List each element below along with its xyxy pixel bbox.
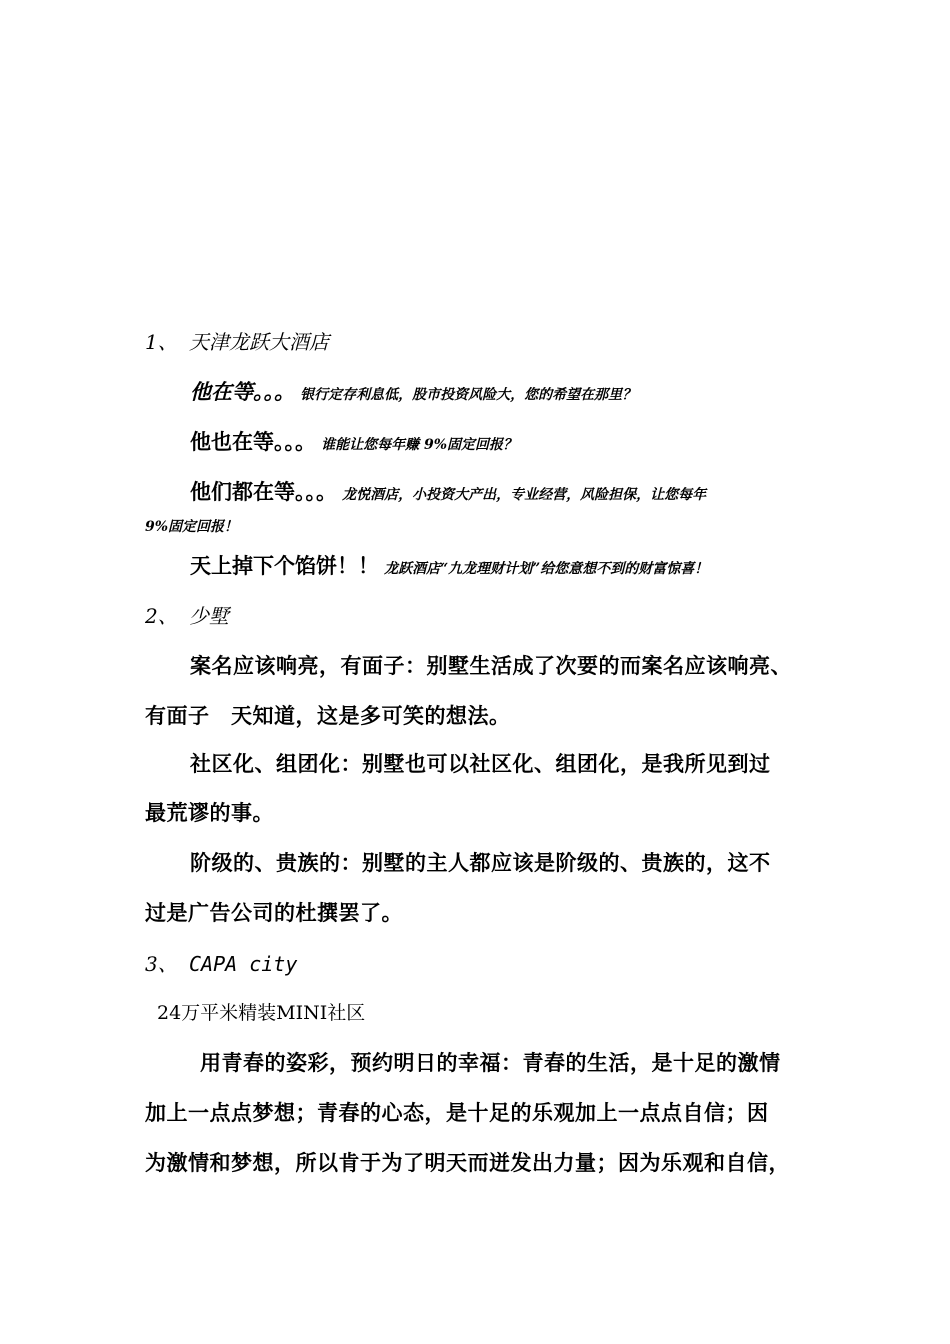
- note-text: 银行定存利息低，股市投资风险大，您的希望在那里？: [300, 387, 637, 403]
- s1-line-3: [190, 476, 706, 506]
- note-text: 龙悦酒店，小投资大产出，专业经营，风险担保，让您每年: [342, 487, 707, 503]
- section-number: 1、: [145, 330, 178, 354]
- s2-para-2-line-1: 社区化、组团化：别墅也可以社区化、组团化，是我所见到过: [190, 751, 771, 776]
- section-number: 3、: [145, 952, 178, 976]
- note-text: 谁能让您每年赚 9%固定回报？: [321, 437, 518, 453]
- section-title: 少墅: [189, 604, 229, 628]
- s1-line-2: [190, 426, 517, 456]
- s2-para-1-line-2: 有面子 天知道，这是多可笑的想法。: [145, 703, 511, 728]
- s1-line-1: [190, 376, 636, 406]
- s1-line-4: [190, 550, 708, 580]
- note-text: 龙跃酒店“九龙理财计划”给您意想不到的财富惊喜！: [384, 561, 709, 577]
- s3-subtitle: 24万平米精装MINI社区: [157, 1002, 366, 1024]
- s2-para-2-line-2: 最荒谬的事。: [145, 800, 274, 825]
- s3-para-line-1: 用青春的姿彩，预约明日的幸福：青春的生活，是十足的激情: [200, 1050, 781, 1075]
- lead-text: 天上掉下个馅饼！！: [190, 553, 379, 578]
- section-2-heading: [145, 600, 229, 629]
- section-title: 天津龙跃大酒店: [189, 330, 329, 354]
- section-number: 2、: [145, 604, 178, 628]
- lead-text: 他也在等。。。: [190, 429, 316, 454]
- section-title: CAPA city: [189, 952, 298, 976]
- s3-para-line-3: 为激情和梦想，所以肯于为了明天而迸发出力量；因为乐观和自信，: [145, 1150, 790, 1175]
- lead-text: 他在等。。。: [190, 379, 295, 404]
- section-3-heading: [145, 948, 297, 977]
- s3-para-line-2: 加上一点点梦想；青春的心态，是十足的乐观加上一点点自信；因: [145, 1100, 769, 1125]
- s1-line-3-continued: 9%固定回报！: [145, 519, 239, 535]
- s2-para-3-line-2: 过是广告公司的杜撰罢了。: [145, 900, 403, 925]
- s2-para-3-line-1: 阶级的、贵族的：别墅的主人都应该是阶级的、贵族的，这不: [190, 850, 771, 875]
- s2-para-1-line-1: 案名应该响亮，有面子：别墅生活成了次要的而案名应该响亮、: [190, 653, 792, 678]
- lead-text: 他们都在等。。。: [190, 479, 337, 504]
- section-1-heading: [145, 326, 329, 355]
